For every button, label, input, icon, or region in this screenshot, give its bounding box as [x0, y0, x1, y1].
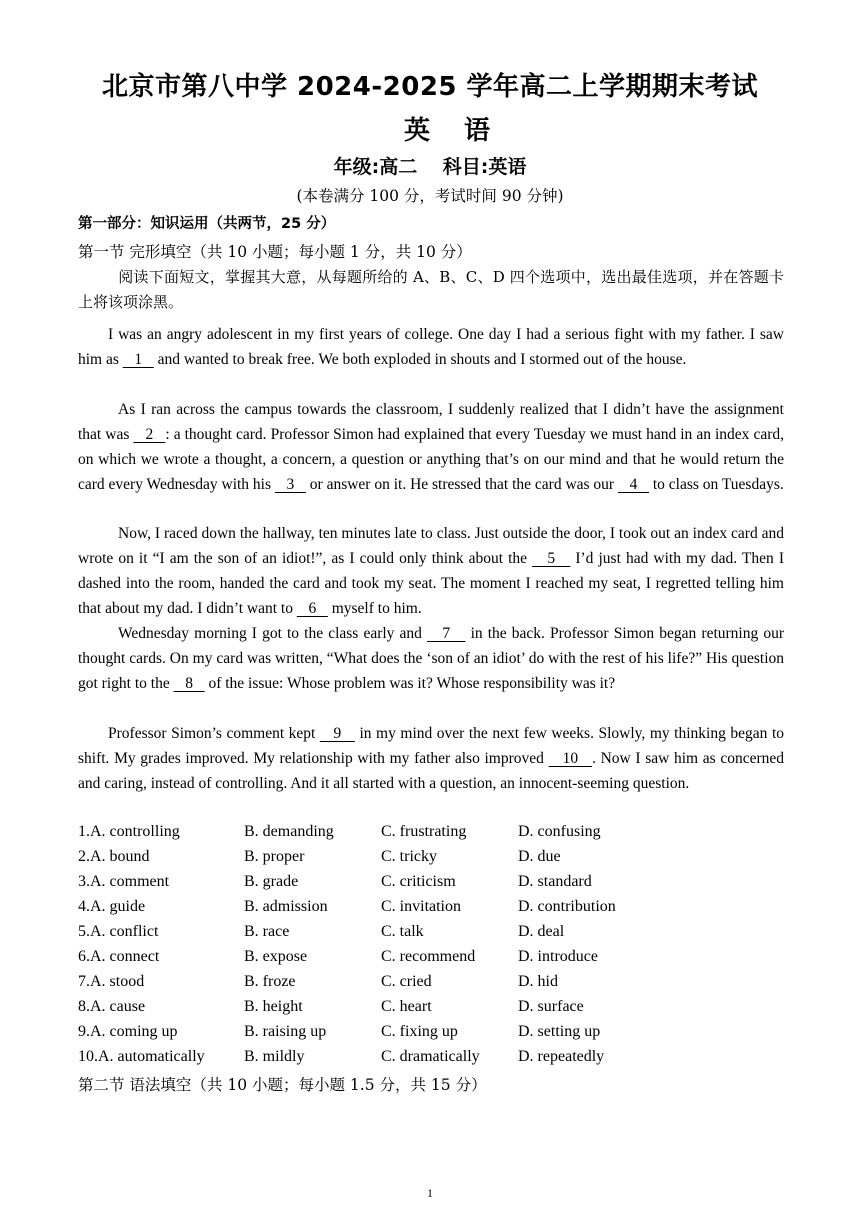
- option-row-7: [78, 969, 784, 994]
- option-9-d: D. setting up: [518, 1023, 601, 1040]
- page-number: 1: [427, 1186, 433, 1200]
- option-9-c: C. fixing up: [381, 1023, 458, 1040]
- blank-3: 3: [274, 476, 306, 493]
- option-row-8: [78, 994, 784, 1019]
- blank-2: 2: [133, 426, 166, 443]
- option-9-a: 9.A. coming up: [78, 1023, 178, 1040]
- option-2-d: D. due: [518, 848, 561, 865]
- passage-text: or answer on it. He stressed that the card was our: [305, 476, 618, 493]
- passage-paragraph-5: [78, 721, 784, 796]
- option-row-4: [78, 894, 784, 919]
- option-5-d: D. deal: [518, 923, 565, 940]
- option-6-d: D. introduce: [518, 948, 598, 965]
- passage-text: of the issue: Whose problem was it? Whose responsibility was it?: [204, 675, 616, 692]
- option-3-c: C. criticism: [381, 873, 456, 890]
- option-row-10: [78, 1044, 784, 1069]
- option-5-c: C. talk: [381, 923, 424, 940]
- blank-5: 5: [532, 550, 571, 567]
- passage-text: myself to him.: [327, 600, 422, 617]
- option-10-b: B. mildly: [244, 1048, 305, 1065]
- option-4-c: C. invitation: [381, 898, 461, 915]
- exam-note: (本卷满分 100 分，考试时间 90 分钟): [296, 187, 564, 205]
- passage-text: I was an angry adolescent in my first years of college. One day I had a serious fight with my father. I saw him as: [78, 326, 784, 368]
- option-8-b: B. height: [244, 998, 303, 1015]
- option-row-6: [78, 944, 784, 969]
- option-6-b: B. expose: [244, 948, 308, 965]
- passage-paragraph-2: [78, 397, 784, 497]
- option-5-b: B. race: [244, 923, 290, 940]
- passage-text: : a thought card. Professor Simon had explained that every Tuesday we must hand in an index card, on which we wrote a thought, a concern, a question or anything that’s on our mind and that he would return the card every Wednesday with his: [78, 426, 785, 493]
- option-row-5: [78, 919, 784, 944]
- passage-text: to class on Tuesdays.: [648, 476, 784, 493]
- passage-text: I’d just had with my dad. Then I dashed into the room, handed the card and took my seat. The moment I reached my seat, I regretted telling him that about my dad. I didn’t want to: [78, 550, 784, 617]
- option-1-b: B. demanding: [244, 823, 334, 840]
- option-7-a: 7.A. stood: [78, 973, 145, 990]
- blank-9: 9: [319, 725, 355, 742]
- passage-text: and wanted to break free. We both exploded in shouts and I stormed out of the house.: [153, 351, 687, 368]
- blank-10: 10: [548, 750, 593, 767]
- grade-subject-line: 年级:高二 科目:英语: [333, 156, 527, 178]
- option-4-a: 4.A. guide: [78, 898, 146, 915]
- passage-text: Wednesday morning I got to the class early and: [118, 625, 428, 642]
- part1-heading: 第一部分：知识运用（共两节，25 分）: [78, 216, 336, 232]
- passage-text: in the back. Professor Simon began returning our thought cards. On my card was written, “What does the ‘son of an idiot’ do with the rest of his life?” His question got right to the: [78, 625, 785, 692]
- option-8-c: C. heart: [381, 998, 432, 1015]
- blank-1: 1: [122, 351, 154, 368]
- passage-text: As I ran across the campus towards the classroom, I suddenly realized that I didn’t have the assignment that was: [78, 401, 784, 443]
- exam-title: 北京市第八中学 2024-2025 学年高二上学期期末考试: [101, 72, 759, 102]
- passage-text: . Now I saw him as concerned and caring, instead of controlling. And it all started with a question, an innocent-seeming question.: [78, 750, 785, 792]
- passage-text: in my mind over the next few weeks. Slowly, my thinking began to shift. My grades improved. My relationship with my father also improved: [78, 725, 784, 767]
- passage-paragraph-3: [78, 521, 784, 621]
- option-7-d: D. hid: [518, 973, 558, 990]
- option-1-c: C. frustrating: [381, 823, 467, 840]
- option-8-d: D. surface: [518, 998, 584, 1015]
- passage-text: Now, I raced down the hallway, ten minutes late to class. Just outside the door, I took out an index card and wrote on it “I am the son of an idiot!”, as I could only think about the: [78, 525, 784, 567]
- passage-text: Professor Simon’s comment kept: [108, 725, 320, 742]
- option-4-d: D. contribution: [518, 898, 616, 915]
- option-2-c: C. tricky: [381, 848, 437, 865]
- instructions: [78, 265, 784, 315]
- option-row-2: [78, 844, 784, 869]
- option-10-c: C. dramatically: [381, 1048, 480, 1065]
- section1-heading: 第一节 完形填空（共 10 小题；每小题 1 分，共 10 分）: [78, 243, 472, 261]
- option-6-a: 6.A. connect: [78, 948, 160, 965]
- option-2-b: B. proper: [244, 848, 305, 865]
- option-4-b: B. admission: [244, 898, 328, 915]
- blank-4: 4: [617, 476, 649, 493]
- blank-7: 7: [427, 625, 466, 642]
- option-8-a: 8.A. cause: [78, 998, 146, 1015]
- option-1-a: 1.A. controlling: [78, 823, 180, 840]
- option-2-a: 2.A. bound: [78, 848, 150, 865]
- blank-6: 6: [296, 600, 328, 617]
- option-5-a: 5.A. conflict: [78, 923, 159, 940]
- passage-paragraph-4: [78, 621, 784, 696]
- section2-heading: 第二节 语法填空（共 10 小题；每小题 1.5 分，共 15 分）: [78, 1076, 487, 1094]
- option-7-c: C. cried: [381, 973, 432, 990]
- option-3-b: B. grade: [244, 873, 299, 890]
- option-10-d: D. repeatedly: [518, 1048, 605, 1065]
- option-3-d: D. standard: [518, 873, 592, 890]
- option-row-1: [78, 819, 784, 844]
- option-6-c: C. recommend: [381, 948, 476, 965]
- blank-8: 8: [173, 675, 205, 692]
- option-9-b: B. raising up: [244, 1023, 327, 1040]
- instructions-text: 阅读下面短文，掌握其大意，从每题所给的 A、B、C、D 四个选项中，选出最佳选项，并在答题卡上将该项涂黑。: [78, 268, 784, 311]
- option-row-3: [78, 869, 784, 894]
- option-3-a: 3.A. comment: [78, 873, 170, 890]
- option-10-a: 10.A. automatically: [78, 1048, 205, 1065]
- option-7-b: B. froze: [244, 973, 296, 990]
- option-row-9: [78, 1019, 784, 1044]
- subject-title: 英语: [403, 116, 524, 146]
- option-1-d: D. confusing: [518, 823, 601, 840]
- passage-paragraph-1: [78, 322, 784, 372]
- options-list: [78, 819, 784, 1069]
